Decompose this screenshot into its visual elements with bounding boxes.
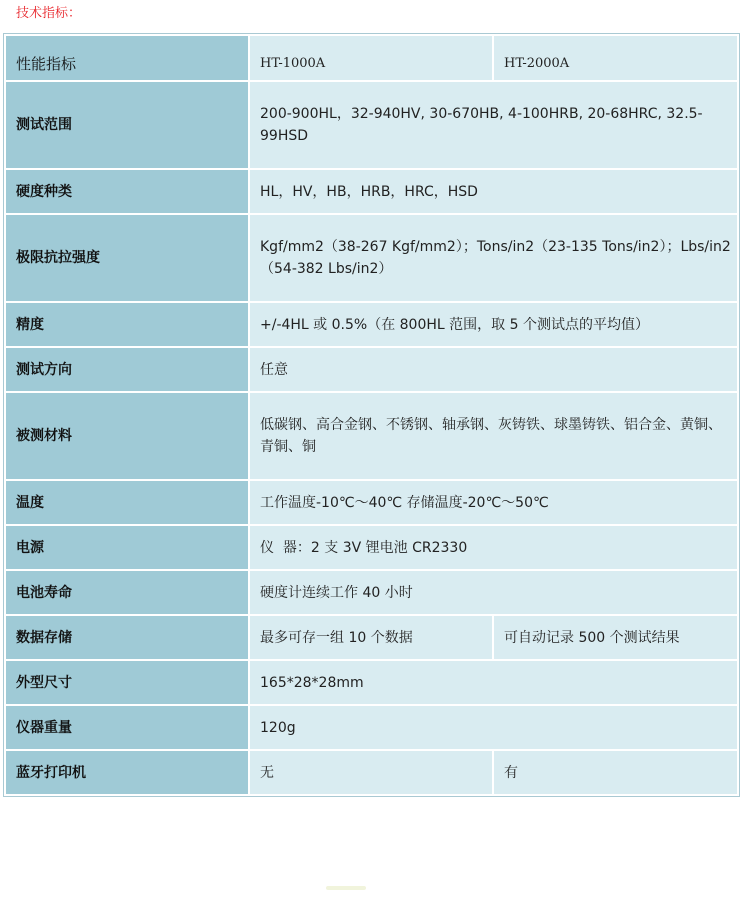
row-label: 仪器重量 — [5, 705, 249, 750]
row-label: 蓝牙打印机 — [5, 750, 249, 795]
table-row — [5, 302, 738, 347]
table-row — [5, 347, 738, 392]
decorative-divider — [326, 886, 366, 890]
row-value: 仪 器：2 支 3V 锂电池 CR2330 — [249, 525, 738, 570]
row-label: 测试范围 — [5, 81, 249, 169]
row-label: 被测材料 — [5, 392, 249, 480]
table-row — [5, 81, 738, 169]
row-label: 极限抗拉强度 — [5, 214, 249, 302]
row-label: 数据存储 — [5, 615, 249, 660]
table-row — [5, 570, 738, 615]
row-value: 165*28*28mm — [249, 660, 738, 705]
row-label: 电池寿命 — [5, 570, 249, 615]
row-value: Kgf/mm2（38-267 Kgf/mm2）；Tons/in2（23-135 Tons/in2）；Lbs/in2（54-382 Lbs/in2） — [249, 214, 738, 302]
row-value-model-2: 有 — [493, 750, 738, 795]
header-label: 性能指标 — [5, 35, 249, 81]
row-value: 200-900HL，32-940HV, 30-670HB, 4-100HRB, 20-68HRC, 32.5-99HSD — [249, 81, 738, 169]
row-label: 测试方向 — [5, 347, 249, 392]
table-row-header — [5, 35, 738, 81]
row-value-model-1: 无 — [249, 750, 493, 795]
table-row — [5, 705, 738, 750]
row-value: 120g — [249, 705, 738, 750]
row-value: 工作温度-10℃～40℃ 存储温度-20℃～50℃ — [249, 480, 738, 525]
table-row — [5, 214, 738, 302]
row-label: 温度 — [5, 480, 249, 525]
section-title: 技术指标： — [16, 6, 82, 21]
row-value-model-2: 可自动记录 500 个测试结果 — [493, 615, 738, 660]
row-label: 外型尺寸 — [5, 660, 249, 705]
header-model-1: HT-1000A — [249, 35, 493, 81]
spec-table — [4, 34, 739, 796]
row-value: +/-4HL 或 0.5%（在 800HL 范围，取 5 个测试点的平均值） — [249, 302, 738, 347]
row-value: 任意 — [249, 347, 738, 392]
table-row — [5, 480, 738, 525]
row-value: 硬度计连续工作 40 小时 — [249, 570, 738, 615]
header-model-2: HT-2000A — [493, 35, 738, 81]
row-label: 电源 — [5, 525, 249, 570]
row-value: 低碳钢、高合金钢、不锈钢、轴承钢、灰铸铁、球墨铸铁、铝合金、黄铜、青铜、铜 — [249, 392, 738, 480]
table-row — [5, 392, 738, 480]
table-row — [5, 525, 738, 570]
table-row — [5, 660, 738, 705]
row-value: HL，HV，HB，HRB，HRC，HSD — [249, 169, 738, 214]
table-row — [5, 615, 738, 660]
table-row — [5, 169, 738, 214]
table-row — [5, 750, 738, 795]
row-value-model-1: 最多可存一组 10 个数据 — [249, 615, 493, 660]
row-label: 硬度种类 — [5, 169, 249, 214]
row-label: 精度 — [5, 302, 249, 347]
